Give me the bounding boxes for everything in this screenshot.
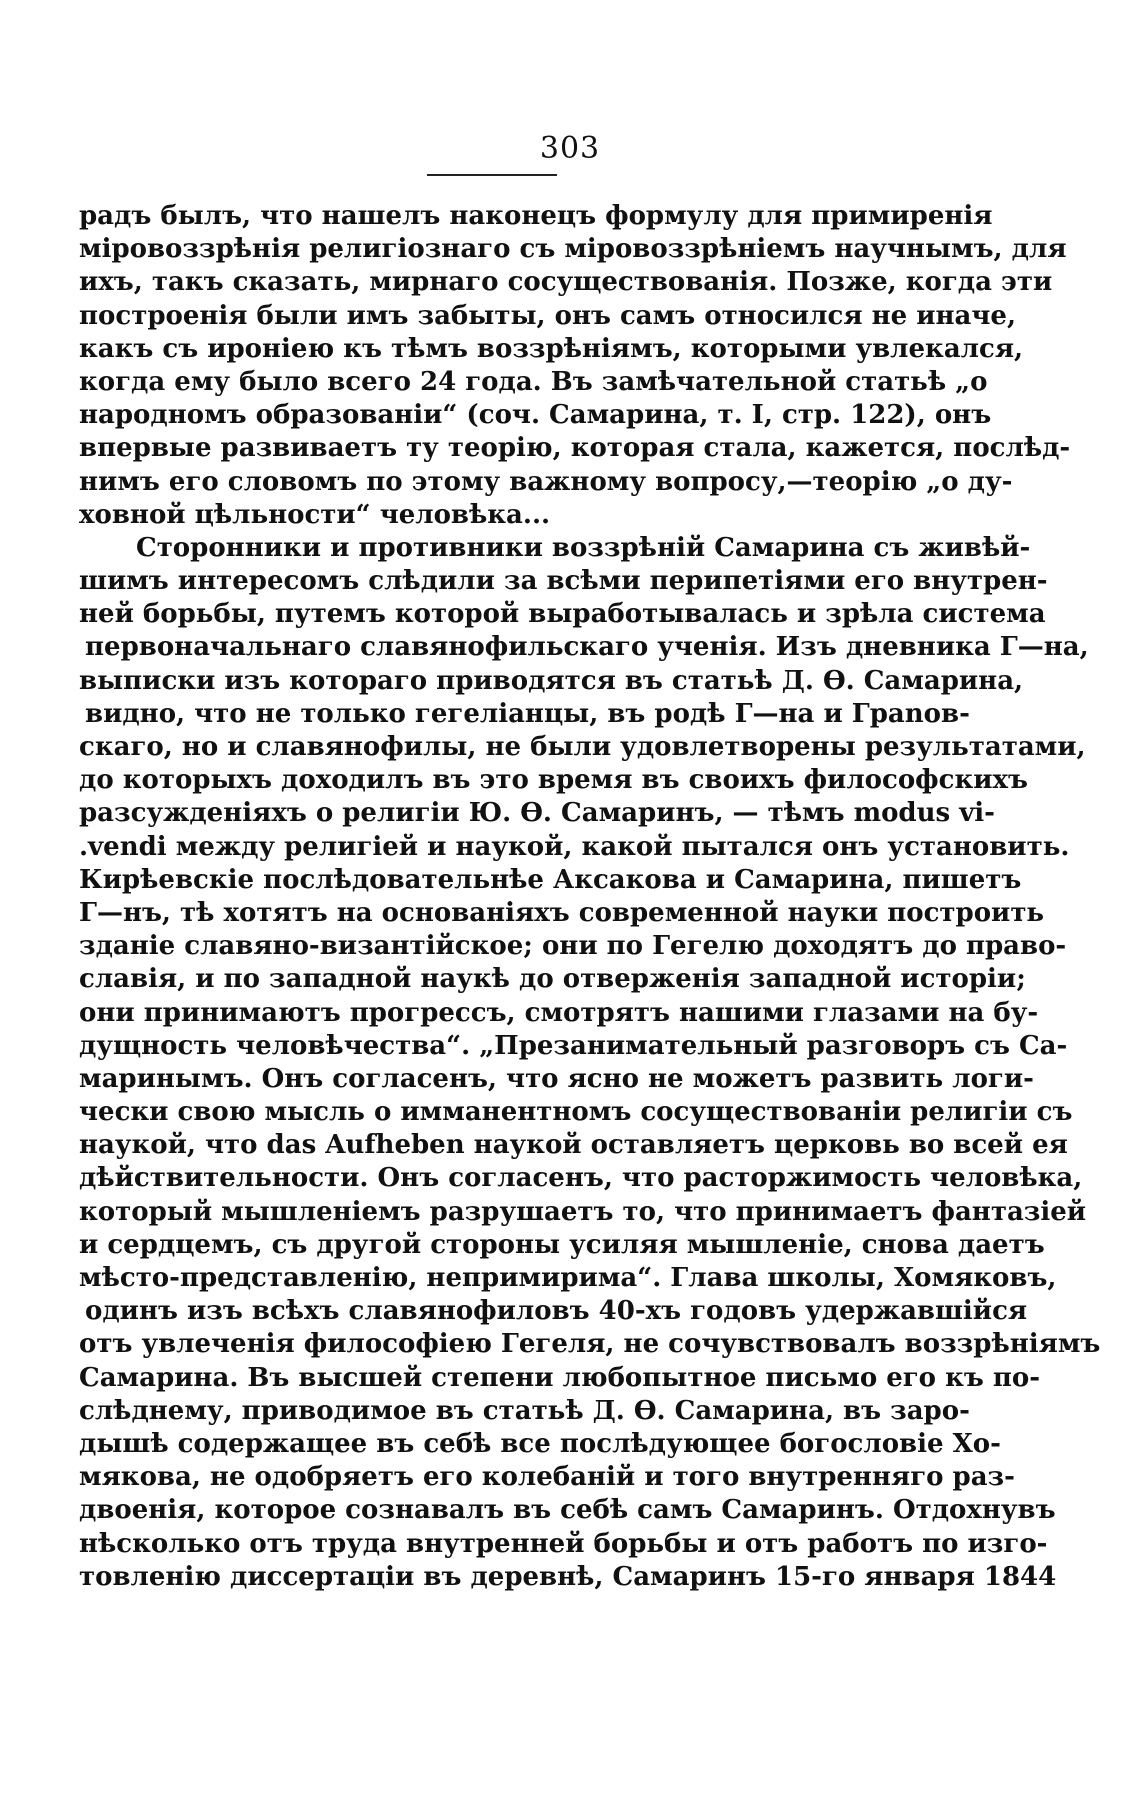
text-line: до которыхъ доходилъ въ это время въ своихъ философскихъ — [79, 765, 1028, 796]
text-line: мякова, не одобряетъ его колебаній и того внутренняго раз- — [79, 1462, 1015, 1493]
page-number: 303 — [539, 131, 601, 166]
text-line: зданіе славяно-византійское; они по Гегелю доходятъ до право- — [79, 931, 1067, 962]
text-line: Самарина. Въ высшей степени любопытное письмо его къ по- — [79, 1362, 1041, 1393]
text-line: впервые развиваетъ ту теорію, которая стала, кажется, послѣд- — [79, 433, 1071, 464]
text-line: нѣсколько отъ труда внутренней борьбы и отъ работъ по изго- — [79, 1528, 1048, 1559]
text-line: который мышленіемъ разрушаетъ то, что принимаетъ фантазіей — [79, 1196, 1087, 1227]
header-rule — [427, 174, 557, 176]
text-line: ихъ, такъ сказать, мирнаго сосуществованія. Позже, когда эти — [79, 267, 1053, 298]
text-line: товленію диссертаціи въ деревнѣ, Самаринъ 15-го января 1844 — [79, 1561, 1057, 1592]
text-line: радъ былъ, что нашелъ наконецъ формулу для примиренія — [79, 201, 993, 231]
text-line: .vendi между религіей и наукой, какой пытался онъ установить. — [79, 831, 1070, 862]
text-line: ней борьбы, путемъ которой выработывалась и зрѣла система — [79, 599, 1046, 630]
text-line: выписки изъ котораго приводятся въ статьѣ Д. Ѳ. Самарина, — [79, 665, 1024, 696]
text-line: какъ съ ироніею къ тѣмъ воззрѣніямъ, которыми увлекался, — [79, 333, 1024, 364]
text-line: одинъ изъ всѣхъ славянофиловъ 40-хъ годовъ удержавшійся — [85, 1296, 1028, 1327]
text-line: Кирѣевскіе послѣдовательнѣе Аксакова и Самарина, пишетъ — [79, 864, 1022, 895]
text-line: когда ему было всего 24 года. Въ замѣчательной статьѣ „о — [79, 366, 988, 397]
text-line: слѣднему, приводимое въ статьѣ Д. Ѳ. Самарина, въ заро- — [79, 1395, 970, 1426]
text-line: славія, и по западной наукѣ до отверженія западной исторіи; — [79, 964, 1026, 995]
text-line: Г—нъ, тѣ хотятъ на основаніяхъ современной науки построить — [79, 897, 1045, 928]
text-line: и сердцемъ, съ другой стороны усиляя мышленіе, снова даетъ — [79, 1229, 1045, 1260]
text-line: скаго, но и славянофилы, не были удовлетворены результатами, — [79, 732, 1086, 762]
text-line: міровоззрѣнія религіознаго съ міровоззрѣніемъ научнымъ, для — [79, 234, 1067, 265]
text-line: наукой, что das Aufheben наукой оставляетъ церковь во всей ея — [79, 1130, 1068, 1161]
text-line: мѣсто-представленію, непримирима“. Глава школы, Хомяковъ, — [79, 1263, 1057, 1293]
text-line: Сторонники и противники воззрѣній Самарина съ живѣй- — [136, 532, 1031, 563]
text-line: построенія были имъ забыты, онъ самъ относился не иначе, — [79, 300, 1017, 331]
text-line: двоенія, которое сознавалъ въ себѣ самъ Самаринъ. Отдохнувъ — [79, 1495, 1056, 1526]
text-line: чески свою мысль о имманентномъ сосуществованіи религіи съ — [79, 1097, 1073, 1128]
text-line: дышѣ содержащее въ себѣ все послѣдующее богословіе Хо- — [79, 1428, 1001, 1459]
text-line: ховной цѣльности“ человѣка... — [79, 499, 551, 530]
text-line: шимъ интересомъ слѣдили за всѣми перипетіями его внутрен- — [79, 566, 1048, 597]
text-line: дѣйствительности. Онъ согласенъ, что расторжимость человѣка, — [79, 1163, 1083, 1194]
text-line: нимъ его словомъ по этому важному вопросу,—теорію „о ду- — [79, 466, 1013, 497]
text-line: первоначальнаго славянофильскаго ученія. Изъ дневника Г—на, — [85, 632, 1089, 663]
text-line: видно, что не только гегеліанцы, въ родѣ Г—на и Грanов- — [85, 698, 970, 729]
text-line: маринымъ. Онъ согласенъ, что ясно не можетъ развить логи- — [79, 1063, 1034, 1094]
text-line: дущность человѣчества“. „Презанимательный разговоръ съ Са- — [79, 1030, 1068, 1061]
text-line: они принимаютъ прогрессъ, смотрятъ нашими глазами на бу- — [79, 997, 1039, 1028]
text-line: разсужденіяхъ о религіи Ю. Ѳ. Самаринъ, — тѣмъ modus vi- — [79, 798, 995, 829]
text-line: отъ увлеченія философіею Гегеля, не сочувствовалъ воззрѣніямъ — [79, 1329, 1101, 1360]
text-line: народномъ образованіи“ (соч. Самарина, т. I, стр. 122), онъ — [79, 400, 992, 431]
body-text — [79, 200, 1101, 1594]
